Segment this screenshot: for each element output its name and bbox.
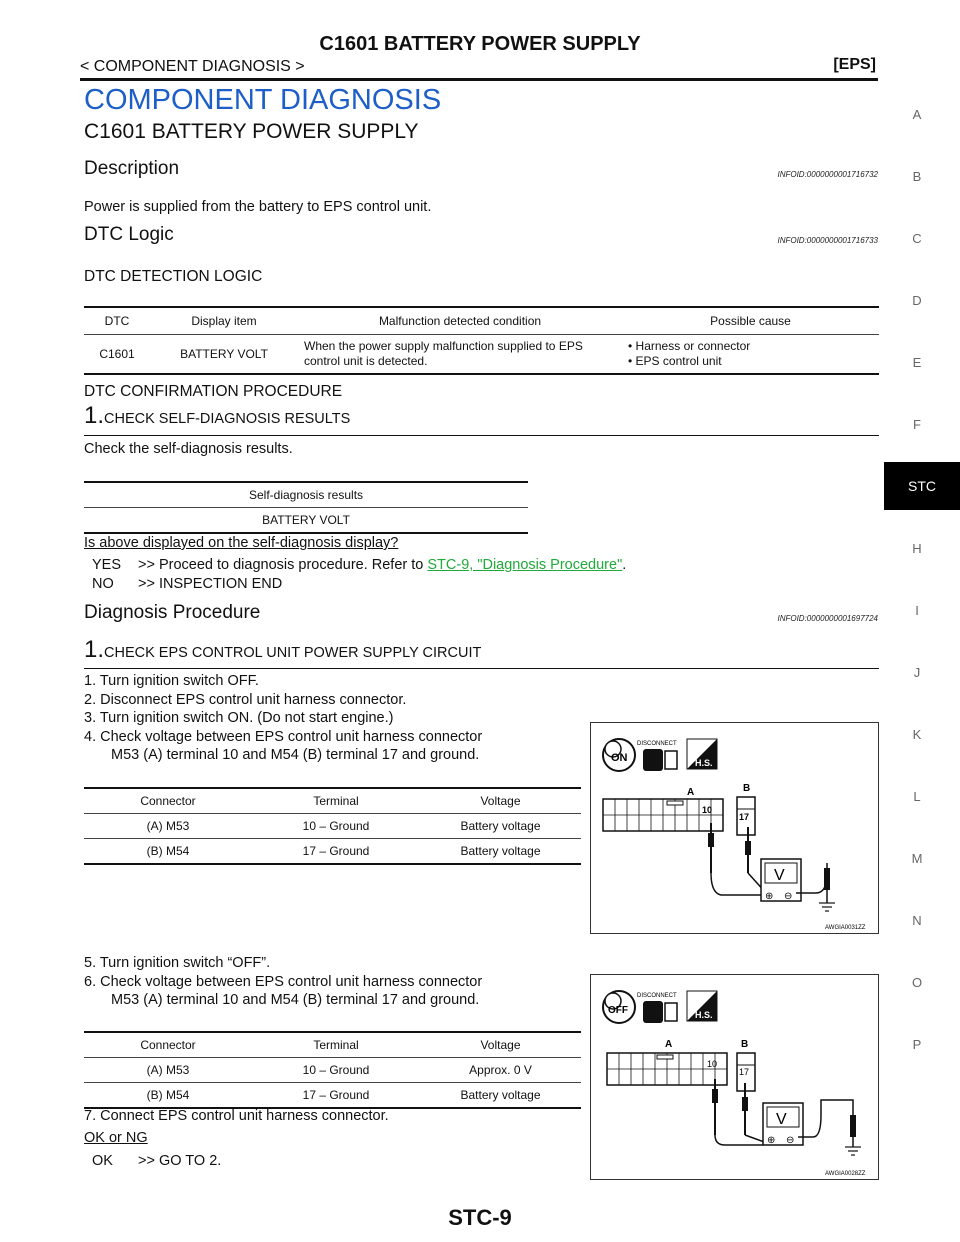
col-display: Display item [150, 307, 298, 335]
description-text: Power is supplied from the battery to EPS control unit. [84, 199, 432, 215]
header-rule [80, 78, 878, 81]
yes-label: YES [92, 557, 122, 573]
probe-b [745, 841, 751, 855]
step-title: CHECK SELF-DIAGNOSIS RESULTS [104, 411, 351, 427]
condition-line: When the power supply malfunction supplied to EPS [304, 339, 583, 353]
ground-lead [798, 1100, 853, 1137]
ok-ng-label: OK or NG [84, 1130, 148, 1146]
side-index-d[interactable]: D [912, 293, 922, 308]
voltmeter-label: V [774, 867, 785, 884]
col-dtc: DTC [84, 307, 150, 335]
procedure-step: 1. Turn ignition switch OFF. [84, 673, 259, 689]
wiring-diagram [591, 975, 878, 1179]
no-line [92, 576, 282, 592]
side-index-m[interactable]: M [911, 851, 923, 866]
side-index-l[interactable]: L [913, 789, 921, 804]
side-index-n[interactable]: N [912, 913, 922, 928]
procedure-step: 6. Check voltage between EPS control unit harness connector [84, 973, 483, 990]
description-infoid: INFOID:0000000001716732 [777, 170, 878, 179]
breadcrumb: < COMPONENT DIAGNOSIS > [80, 58, 305, 75]
procedure-step-cont: M53 (A) terminal 10 and M54 (B) terminal 17 and ground. [111, 992, 480, 1008]
cell-voltage: Battery voltage [460, 1088, 541, 1102]
step-text: Check the self-diagnosis results. [84, 441, 293, 457]
cell-connector: (B) M54 [146, 1088, 190, 1102]
side-index-stc[interactable]: STC [884, 462, 960, 510]
connector-a-lock [657, 1055, 673, 1059]
diagnosis-procedure-link[interactable]: STC-9, "Diagnosis Procedure" [427, 557, 623, 573]
probe-a [712, 1089, 718, 1103]
col-terminal: Terminal [252, 788, 420, 814]
step-heading [84, 636, 481, 664]
dtc-logic-title: DTC Logic [84, 224, 174, 245]
ok-text: >> GO TO 2. [138, 1153, 222, 1169]
connector-b-label: B [741, 1039, 749, 1050]
step-number: 1. [84, 402, 105, 429]
step-rule [84, 435, 879, 436]
description-title: Description [84, 158, 180, 179]
step-rule [84, 668, 879, 669]
side-index-f[interactable]: F [913, 417, 921, 432]
system-tag: [EPS] [833, 56, 876, 73]
diagnosis-title: Diagnosis Procedure [84, 602, 261, 623]
voltmeter-label: V [776, 1111, 787, 1128]
procedure-step: 3. Turn ignition switch ON. (Do not start engine.) [84, 710, 394, 726]
terminal-17: 17 [739, 812, 750, 822]
step-title: CHECK EPS CONTROL UNIT POWER SUPPLY CIRCUIT [104, 645, 482, 661]
page-number: STC-9 [448, 1205, 512, 1230]
connector-a-lock [667, 801, 683, 805]
table-row [84, 335, 879, 375]
terminal-10: 10 [707, 1059, 718, 1069]
dtc-detection-table [84, 306, 879, 375]
terminal-17: 17 [739, 1067, 750, 1077]
cell-terminal: 17 – Ground [302, 844, 370, 858]
self-diag-question: Is above displayed on the self-diagnosis display? [84, 535, 399, 551]
procedure-step-cont: M53 (A) terminal 10 and M54 (B) terminal 17 and ground. [111, 747, 480, 763]
step-heading [84, 402, 350, 430]
voltage-table-on [84, 787, 581, 865]
procedure-steps-1-4 [84, 672, 482, 765]
cell-condition [298, 335, 622, 375]
step-number: 1. [84, 636, 105, 663]
cell-cause [622, 335, 879, 375]
yes-text: >> Proceed to diagnosis procedure. Refer to [138, 557, 428, 573]
figure-id: AWGIA0028ZZ [825, 1171, 866, 1177]
switch-state: ON [611, 752, 628, 764]
connector-mate-icon [665, 751, 677, 769]
side-index-p[interactable]: P [912, 1037, 922, 1052]
condition-line: control unit is detected. [304, 354, 428, 368]
connector-mate-icon [665, 1003, 677, 1021]
side-index-k[interactable]: K [912, 727, 922, 742]
header-title: C1601 BATTERY POWER SUPPLY [319, 33, 641, 55]
ground-icon [845, 1147, 861, 1155]
ok-label: OK [92, 1153, 113, 1169]
cause-item: • EPS control unit [628, 354, 873, 369]
connector-a-label: A [687, 787, 695, 798]
side-index-b[interactable]: B [912, 169, 922, 184]
plus-terminal: ⊕ [767, 1135, 776, 1146]
cell-voltage: Battery voltage [420, 814, 581, 839]
ground-probe [824, 868, 830, 890]
disconnect-label: DISCONNECT [637, 993, 677, 999]
self-diag-header: Self-diagnosis results [84, 482, 528, 508]
side-index-a[interactable]: A [912, 107, 922, 122]
side-index-j[interactable]: J [913, 665, 921, 680]
procedure-step: 4. Check voltage between EPS control unit harness connector [84, 728, 483, 745]
cell-connector: (B) M54 [146, 844, 190, 858]
procedure-step: 5. Turn ignition switch “OFF”. [84, 955, 271, 971]
page-subheading: C1601 BATTERY POWER SUPPLY [84, 120, 419, 143]
terminal-10: 10 [702, 805, 713, 815]
procedure-step: 7. Connect EPS control unit harness connector. [84, 1108, 389, 1124]
table-row [84, 1083, 581, 1109]
voltage-table-off [84, 1031, 581, 1109]
dtc-detection-title: DTC DETECTION LOGIC [84, 268, 263, 285]
procedure-steps-5-6 [84, 954, 482, 1010]
cell-terminal: 10 – Ground [252, 814, 420, 839]
side-index-e[interactable]: E [912, 355, 922, 370]
connector-b-label: B [743, 783, 751, 794]
table-row [84, 839, 581, 865]
wiring-diagram [591, 723, 878, 933]
dtc-logic-infoid: INFOID:0000000001716733 [777, 236, 878, 245]
disconnect-label: DISCONNECT [637, 741, 677, 747]
hs-label: H.S. [695, 758, 713, 768]
col-cause: Possible cause [622, 307, 879, 335]
ground-icon [819, 903, 835, 911]
connector-icon [643, 1001, 663, 1023]
col-terminal: Terminal [252, 1032, 420, 1058]
diagnosis-infoid: INFOID:0000000001697724 [777, 614, 878, 623]
self-diag-value: BATTERY VOLT [262, 513, 350, 527]
cell-connector: (A) M53 [84, 814, 252, 839]
cell-terminal: 10 – Ground [252, 1058, 420, 1083]
connector-icon [643, 749, 663, 771]
col-connector: Connector [84, 788, 252, 814]
lead-wire [711, 873, 761, 895]
no-text: >> INSPECTION END [138, 576, 283, 592]
col-voltage: Voltage [420, 1032, 581, 1058]
cell-dtc: C1601 [99, 346, 135, 361]
side-index-c[interactable]: C [912, 231, 922, 246]
col-connector: Connector [84, 1032, 252, 1058]
probe-b [742, 1097, 748, 1111]
figure-id: AWGIA0031ZZ [825, 925, 866, 931]
minus-terminal: ⊖ [786, 1135, 795, 1146]
ok-line [92, 1153, 221, 1169]
cause-item: • Harness or connector [628, 339, 873, 354]
yes-end: . [622, 557, 627, 573]
dtc-confirmation-title: DTC CONFIRMATION PROCEDURE [84, 383, 343, 400]
side-index-i[interactable]: I [915, 603, 919, 618]
page-heading: COMPONENT DIAGNOSIS [84, 84, 442, 116]
col-condition: Malfunction detected condition [298, 307, 622, 335]
no-label: NO [92, 576, 114, 592]
table-row [84, 1058, 581, 1083]
ground-probe [850, 1115, 856, 1137]
probe-a [708, 833, 714, 847]
cell-connector: (A) M53 [84, 1058, 252, 1083]
cell-voltage: Battery voltage [460, 844, 541, 858]
table-header-row [84, 307, 879, 335]
side-index-o[interactable]: O [911, 975, 923, 990]
plus-terminal: ⊕ [765, 891, 774, 902]
figure-ignition-on [590, 722, 879, 934]
side-index-h[interactable]: H [912, 541, 922, 556]
hs-label: H.S. [695, 1010, 713, 1020]
table-row [84, 814, 581, 839]
cell-terminal: 17 – Ground [302, 1088, 370, 1102]
cell-display: BATTERY VOLT [180, 346, 268, 361]
connector-a-label: A [665, 1039, 673, 1050]
minus-terminal: ⊖ [784, 891, 793, 902]
procedure-step: 2. Disconnect EPS control unit harness connector. [84, 691, 407, 708]
yes-line [92, 557, 626, 573]
col-voltage: Voltage [420, 788, 581, 814]
self-diagnosis-table [84, 481, 528, 534]
cell-voltage: Approx. 0 V [420, 1058, 581, 1083]
switch-state: OFF [608, 1005, 628, 1016]
lead-wire [715, 1135, 763, 1145]
figure-ignition-off [590, 974, 879, 1180]
